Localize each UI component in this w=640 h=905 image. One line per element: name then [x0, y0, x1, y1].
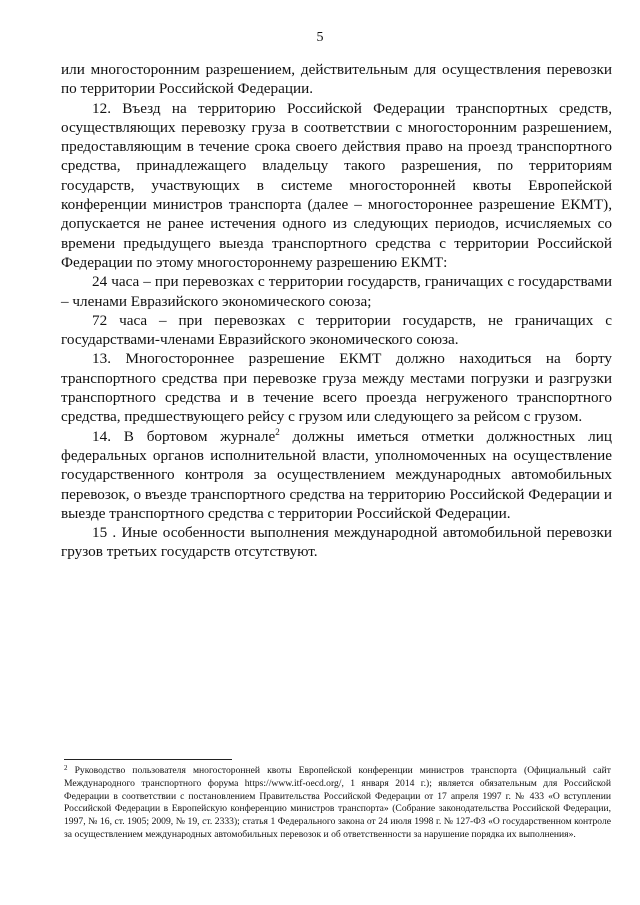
continuation-paragraph: или многосторонним разрешением, действительным для осуществления перевозки по территории Российской Федерации. — [61, 61, 612, 98]
document-body — [61, 60, 612, 562]
paragraph-13: 13. Многостороннее разрешение ЕКМТ должно находиться на борту транспортного средства при перевозке груза между местами погрузки и разгрузки транспортного средства и в течение всего проезда негруженого транспортного средства, предшествующего рейсу с грузом или следующего за рейсом с грузом. — [61, 350, 612, 426]
footnote-text: Руководство пользователя многосторонней квоты Европейской конференции министров транспорта (Официальный сайт Международного транспортного форума https://www.itf-oecd.org/, 1 января 2014 г.); является обязательным для Российской Федерации в соответствии с постановлением Правительства Российской Федерации от 17 апреля 1997 г. № 433 «О вступлении Российской Федерации в Европейскую конференцию министров транспорта» (Собрание законодательства Российской Федерации, 1997, № 16, ст. 1905; 2009, № 19, ст. 2333); статья 1 Федерального закона от 24 июля 1998 г. № 127-ФЗ «О государственном контроле за осуществлением международных автомобильных перевозок и об ответственности за нарушение порядка их выполнения». — [64, 765, 611, 840]
paragraph-14-start: 14. В бортовом журнале — [92, 427, 276, 445]
paragraph-15: 15 . Иные особенности выполнения международной автомобильной перевозки грузов третьих государств отсутствуют. — [61, 524, 612, 561]
paragraph-14 — [61, 427, 612, 523]
paragraph-12: 12. Въезд на территорию Российской Федерации транспортных средств, осуществляющих перевозку груза в соответствии с многосторонним разрешением, предоставляющим в течение срока своего действия право на проезд транспортного средства, принадлежащего владельцу такого разрешения, по территориям государств, участвующих в системе многосторонней квоты Европейской конференции министров транспорта (далее – многостороннее разрешение ЕКМТ), допускается не ранее истечения одного из следующих периодов, исчисляемых со времени предыдущего выезда транспортного средства с территории Российской Федерации по этому многостороннему разрешению ЕКМТ: — [61, 99, 612, 271]
footnote — [64, 765, 611, 842]
paragraph-72-hours: 72 часа – при перевозках с территории государств, не граничащих с государствами-членами Евразийского экономического союза. — [61, 311, 612, 349]
footnote-marker: 2 — [64, 764, 68, 772]
footnote-reference: 2 — [275, 426, 280, 437]
paragraph-14-rest: должны иметься отметки должностных лиц федеральных органов исполнительной власти, уполномоченных на осуществление государственного контроля за осуществлением международных автомобильных перевозок, о въезде транспортного средства на территорию Российской Федерации и выезде транспортного средства с территории Российской Федерации. — [61, 427, 612, 522]
paragraph-24-hours: 24 часа – при перевозках с территории государств, граничащих с государствами – членами Евразийского экономического союза; — [61, 273, 612, 310]
footnote-separator — [64, 759, 232, 760]
page-number: 5 — [316, 30, 324, 45]
